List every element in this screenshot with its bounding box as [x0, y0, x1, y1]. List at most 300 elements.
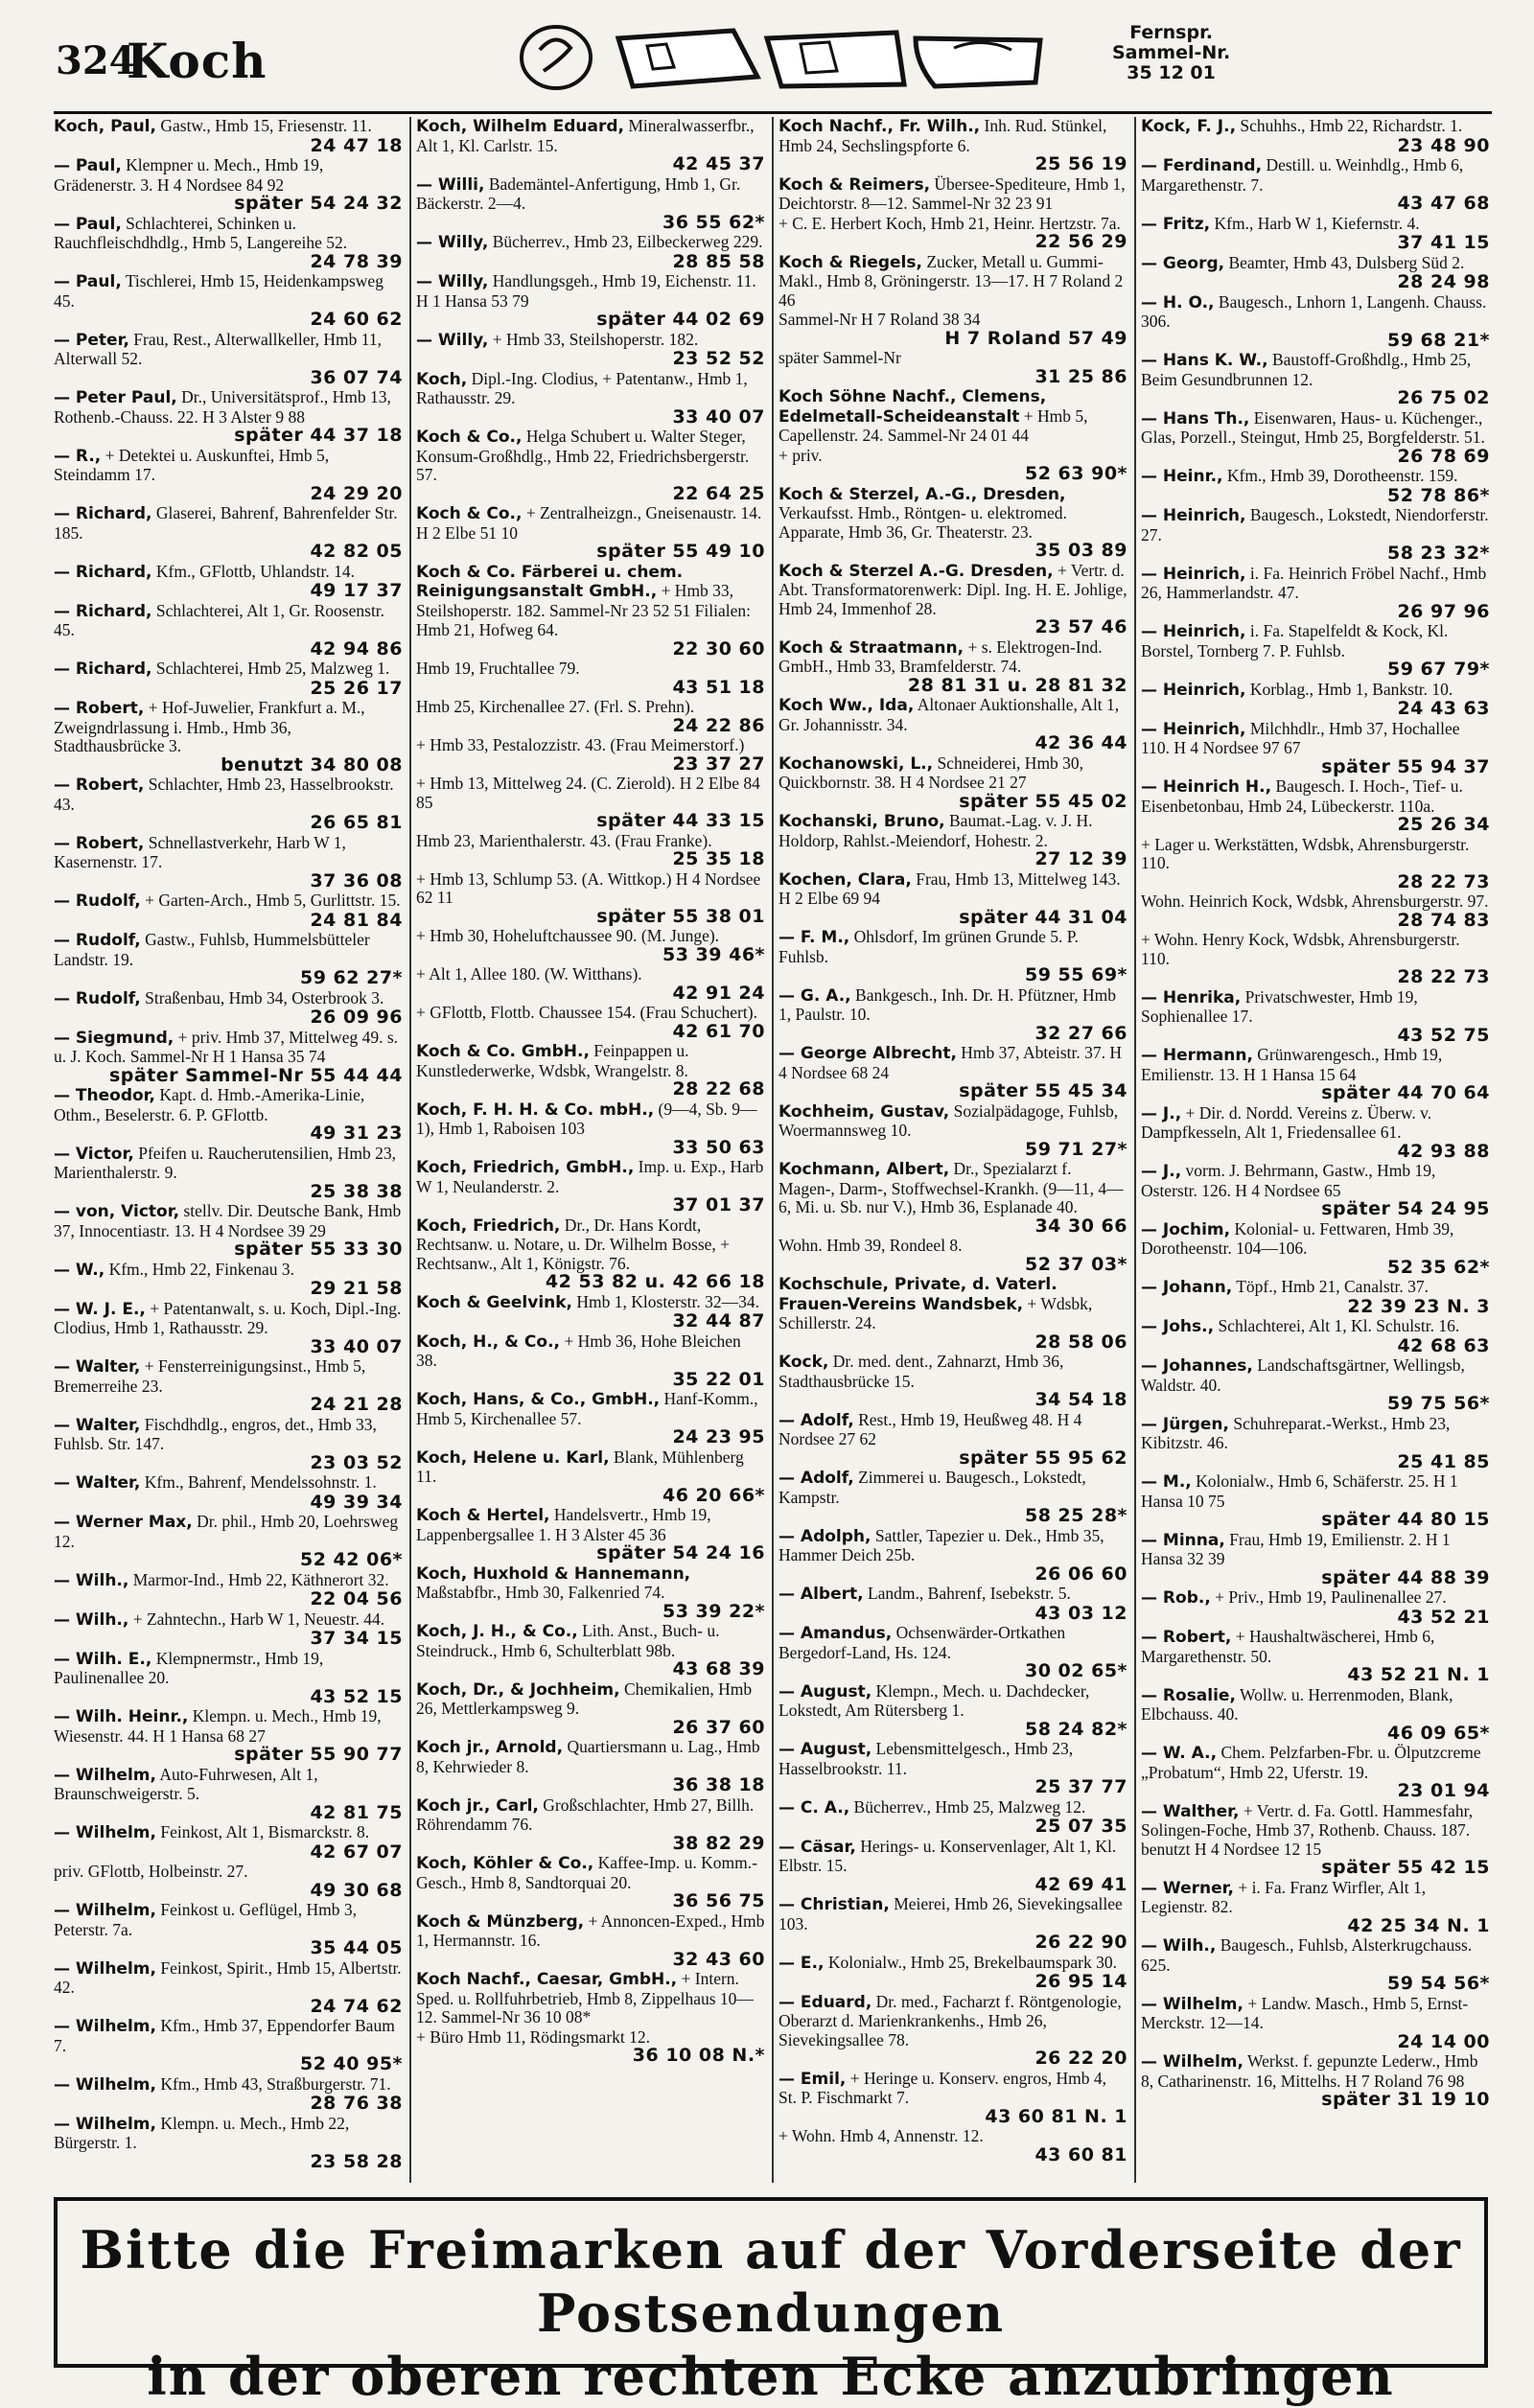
entry-line [1141, 988, 1490, 1027]
entry-line [1141, 409, 1490, 448]
entry-phone: 32 27 66 [1034, 1022, 1127, 1044]
directory-entry [54, 1650, 403, 1707]
entry-name: — Wilhelm, [1141, 2052, 1243, 2072]
entry-details: Sattler, Tapezier u. Dek., Hmb 35, Hammer Deich 25b. [779, 1525, 1104, 1564]
entry-phone: 36 10 08 N.* [632, 2045, 765, 2066]
entry-details: Auto-Fuhrwesen, Alt 1, Braunschweigerstr. 5. [54, 1764, 318, 1803]
entry-details: Helga Schubert u. Walter Steger, Konsum-Großhdlg., Hmb 22, Friedrichsbergerstr. 57. [416, 427, 750, 484]
entry-line [1141, 1628, 1490, 1666]
entry-name: Koch & Straatmann, [779, 637, 965, 658]
entry-name: — E., [779, 1953, 825, 1973]
entry-line [779, 117, 1127, 155]
directory-entry [1141, 1531, 1490, 1588]
entry-line [416, 331, 765, 351]
entry-details: Herings- u. Konservenlager, Alt 1, Kl. Elbstr. 15. [779, 1836, 1117, 1875]
entry-name: Koch & Co. Färberei u. chem. Reinigungsanstalt GmbH., [416, 562, 684, 601]
entry-phone: 37 01 37 [672, 1194, 765, 1216]
entry-line [54, 1029, 403, 1067]
entry-details: Dr. phil., Hmb 20, Loehrsweg 12. [54, 1512, 399, 1551]
entry-phone: später 55 45 02 [959, 790, 1127, 812]
directory-entry [416, 1004, 765, 1041]
entry-phone: 24 78 39 [310, 250, 403, 272]
entry-name: — Johann, [1141, 1278, 1233, 1297]
entry-name: Koch, Helene u. Karl, [416, 1447, 610, 1468]
directory-entry [779, 349, 1127, 386]
entry-details: + Hmb 33, Pestalozzistr. 43. (Frau Meimerstorf.) [416, 735, 745, 754]
entry-line [779, 2127, 1127, 2146]
entry-line [416, 1506, 765, 1544]
entry-name: — August, [779, 1740, 872, 1759]
entry-details: Hmb 1, Klosterstr. 32—34. [576, 1291, 759, 1311]
entry-line [1141, 1936, 1490, 1975]
directory-entry [416, 1042, 765, 1100]
entry-details: Hmb 23, Marienthalerstr. 43. (Frau Franke). [416, 830, 712, 850]
entry-name: — Richard, [54, 660, 152, 679]
entry-line [54, 1086, 403, 1124]
entry-name: Koch & Sterzel A.-G. Dresden, [779, 561, 1054, 581]
directory-entry [1141, 1104, 1490, 1162]
entry-name: — W., [54, 1260, 105, 1280]
entry-name: — Heinrich, [1141, 680, 1246, 700]
directory-entry [779, 1527, 1127, 1585]
directory-column-3 [779, 117, 1127, 2183]
entry-details: Wollw. u. Herrenmoden, Blank, Elbchauss. 40. [1141, 1684, 1453, 1724]
directory-entry [54, 989, 403, 1028]
entry-name: — Ferdinand, [1141, 156, 1263, 175]
entry-line [416, 1912, 765, 1951]
directory-entry [54, 660, 403, 698]
entry-name: — Victor, [54, 1144, 134, 1164]
entry-details: + Hof-Juwelier, Frankfurt a. M., Zweigndrlassung i. Hmb., Hmb 36, Stadthausbrücke 3. [54, 698, 365, 755]
directory-entry [1141, 1472, 1490, 1530]
entry-details: + Hmb 13, Mittelweg 24. (C. Zierold). H 2 Elbe 84 85 [416, 774, 760, 812]
entry-line [416, 1738, 765, 1776]
entry-name: — Peter, [54, 330, 129, 350]
entry-name: — Werner Max, [54, 1513, 193, 1532]
entry-name: Koch & Hertel, [416, 1506, 550, 1525]
entry-phone: 32 44 87 [672, 1310, 765, 1331]
entry-details: + Hmb 13, Schlump 53. (A. Wittkop.) H 4 Nordsee 62 11 [416, 868, 761, 907]
directory-entry [54, 331, 403, 388]
exchange-phone-number: 35 12 01 [1127, 62, 1216, 83]
entry-details: + Haushaltwäscherei, Hmb 6, Margarethenstr. 50. [1141, 1627, 1435, 1666]
entry-line [54, 1823, 403, 1843]
entry-line [54, 1145, 403, 1183]
entry-details: Pfeifen u. Raucherutensilien, Hmb 23, Marienthalerstr. 9. [54, 1143, 396, 1182]
entry-name: — J., [1141, 1162, 1182, 1181]
entry-details: + Intern. Sped. u. Rollfuhrbetrieb, Hmb 8, Zippelhaus 10—12. Sammel-Nr 36 10 08* [416, 1969, 754, 2026]
entry-line [779, 812, 1127, 850]
entry-line [1141, 1802, 1490, 1860]
entry-line [54, 989, 403, 1009]
entry-details: + Landw. Masch., Hmb 5, Ernst-Merckstr. 12—14. [1141, 1993, 1469, 2032]
entry-phone: 24 29 20 [310, 482, 403, 504]
entry-name: — Rudolf, [54, 931, 141, 950]
directory-entry [416, 370, 765, 428]
entry-name: Kock, [779, 1353, 829, 1372]
entry-name: — Wilhelm, [54, 2074, 156, 2095]
entry-details: Chemikalien, Hmb 26, Mettlerkampsweg 9. [416, 1679, 753, 1718]
directory-entry [779, 754, 1127, 812]
directory-entry [1141, 506, 1490, 564]
entry-line [54, 447, 403, 485]
entry-name: Koch & Münzberg, [416, 1911, 585, 1932]
directory-entry [54, 891, 403, 930]
entry-phone: später 55 90 77 [234, 1744, 403, 1765]
entry-line [1141, 156, 1490, 195]
directory-entry [779, 986, 1127, 1044]
directory-entry [54, 602, 403, 660]
entry-line [779, 1102, 1127, 1141]
entry-phone: 43 52 75 [1397, 1024, 1490, 1046]
entry-name: — Rob., [1141, 1588, 1211, 1608]
entry-name: — Richard, [54, 601, 152, 621]
entry-details: + Hmb 33, Steilshoperstr. 182. Sammel-Nr 23 52 51 Filialen: [416, 581, 752, 620]
directory-entry [1141, 117, 1490, 155]
entry-details: + Garten-Arch., Hmb 5, Gurlittstr. 15. [145, 891, 401, 910]
entry-line [416, 1216, 765, 1274]
entry-details: Kfm., Hmb 39, Dorotheenstr. 159. [1226, 466, 1458, 485]
entry-line [779, 2070, 1127, 2108]
directory-entry [416, 698, 765, 735]
entry-details: Tischlerei, Hmb 15, Heidenkampsweg 45. [54, 271, 384, 311]
directory-entry [54, 2075, 403, 2114]
entry-details: Hanf-Komm., Hmb 5, Kirchenallee 57. [416, 1389, 758, 1428]
directory-entry [779, 1585, 1127, 1623]
entry-line [779, 1411, 1127, 1449]
entry-line [779, 1585, 1127, 1605]
entry-details: Feinkost u. Geflügel, Hmb 3, Peterstr. 7a. [54, 1900, 357, 1939]
entry-line [54, 891, 403, 912]
entry-details: Kfm., Bahrenf, Mendelssohnstr. 1. [144, 1472, 377, 1492]
entry-phone: 36 38 18 [672, 1774, 765, 1795]
entry-name: — J., [1141, 1103, 1182, 1123]
entry-details: Schlachterei, Hmb 25, Malzweg 1. [155, 659, 390, 678]
entry-name: — Heinrich, [1141, 506, 1246, 525]
entry-line [1141, 681, 1490, 701]
entry-details: + Vertr. d. Fa. Gottl. Hammesfahr, Solingen-Foche, Hmb 37, Rothenb. Chauss. 187. benutzt H 4 Nordsee 12 15 [1141, 1800, 1474, 1859]
directory-entry [1141, 1802, 1490, 1878]
entry-phone: 26 22 20 [1034, 2048, 1127, 2069]
entry-name: — Robert, [54, 699, 145, 718]
directory-entry [1141, 1220, 1490, 1278]
entry-details: + Lager u. Werkstätten, Wdsbk, Ahrensburgerstr. 110. [1141, 834, 1470, 872]
entry-phone: 32 43 60 [672, 1948, 765, 1970]
directory-entry [54, 931, 403, 988]
entry-phone: 23 58 28 [310, 2150, 403, 2172]
entry-phone: 59 71 27* [1025, 1138, 1127, 1160]
directory-entry [54, 1610, 403, 1649]
entry-line [1141, 351, 1490, 389]
entry-name: — Heinrich, [1141, 622, 1246, 641]
directory-entry [416, 1506, 765, 1563]
entry-phone: später 44 80 15 [1321, 1509, 1490, 1530]
entry-name: Kochen, Clara, [779, 869, 912, 890]
directory-entry [54, 1901, 403, 1958]
entry-name: — C. A., [779, 1797, 850, 1818]
entry-line [54, 1571, 403, 1591]
directory-entry [1141, 836, 1490, 892]
entry-details: i. Fa. Stapelfeldt & Kock, Kl. Borstel, Tornberg 7. P. Fuhlsb. [1141, 621, 1449, 660]
entry-details: + Wdsbk, Schillerstr. 24. [779, 1293, 1093, 1332]
directory-entry [779, 1044, 1127, 1101]
entry-details: Inh. Rud. Stünkel, Hmb 24, Sechslingspforte 6. [779, 117, 1107, 155]
entry-line [779, 1838, 1127, 1876]
entry-details: Schnellastverkehr, Harb W 1, Kasernenstr. 17. [54, 832, 346, 871]
entry-line [54, 1357, 403, 1396]
entry-phone: 23 48 90 [1397, 134, 1490, 156]
directory-entry [54, 1029, 403, 1086]
entry-name: Koch, Wilhelm Eduard, [416, 117, 624, 136]
entry-line [54, 1300, 403, 1338]
column-divider [772, 117, 774, 2183]
entry-line [1141, 1744, 1490, 1782]
directory-entry [416, 272, 765, 330]
entry-name: Koch & Geelvink, [416, 1292, 573, 1312]
entry-phone: 52 40 95* [300, 2053, 403, 2074]
entry-name: — Wilhelm, [54, 2114, 156, 2134]
entry-details: + Fensterreinigungsinst., Hmb 5, Bremerreihe 23. [54, 1356, 366, 1396]
entry-name: Kochmann, Albert, [779, 1160, 950, 1179]
entry-name: Koch, Köhler & Co., [416, 1854, 594, 1873]
entry-details: Klempn. u. Mech., Hmb 22, Bürgerstr. 1. [54, 2113, 350, 2152]
entry-line [1141, 565, 1490, 603]
entry-details: Töpf., Hmb 21, Canalstr. 37. [1236, 1277, 1429, 1296]
entry-details: Handlungsgeh., Hmb 19, Eichenstr. 11. H 1 Hansa 53 79 [416, 271, 756, 311]
entry-phone: später 55 95 62 [959, 1447, 1127, 1469]
entry-details: Blank, Mühlenberg 11. [416, 1447, 744, 1486]
entry-name: — Theodor, [54, 1086, 156, 1105]
entry-line [416, 1854, 765, 1892]
entry-line [54, 1416, 403, 1454]
entry-details: Ohlsdorf, Im grünen Grunde 5. P. Fuhlsb. [779, 927, 1079, 966]
directory-entry [1141, 1686, 1490, 1744]
directory-entry [416, 1332, 765, 1390]
entry-line [54, 602, 403, 640]
entry-name: Koch, Dr., & Jochheim, [416, 1679, 620, 1700]
entry-line [54, 388, 403, 427]
entry-details: Baumat.-Lag. v. J. H. Holdorp, Rahlst.-Meiendorf, Hohestr. 2. [779, 811, 1093, 850]
directory-entry [416, 1970, 765, 2027]
entry-phone: 22 64 25 [672, 482, 765, 504]
entry-phone: 27 12 39 [1034, 848, 1127, 869]
entry-details: Eisenwaren, Haus- u. Küchenger., Glas, Porzell., Steingut, Hmb 25, Borgfelderstr. 51. [1141, 407, 1485, 447]
directory-entry [54, 1571, 403, 1609]
entry-name: — Hans K. W., [1141, 351, 1268, 370]
entry-details: Bankgesch., Inh. Dr. H. Pfützner, Hmb 1, Paulstr. 10. [779, 984, 1116, 1024]
entry-details: Korblag., Hmb 1, Bankstr. 10. [1249, 679, 1453, 699]
entry-details: Landschaftsgärtner, Wellingsb, Waldstr. 40. [1141, 1355, 1465, 1395]
directory-entry [1141, 1744, 1490, 1801]
directory-entry [416, 832, 765, 869]
entry-details: Kaffee-Imp. u. Komm.-Gesch., Hmb 8, Sandtorquai 20. [416, 1853, 757, 1892]
entry-phone: 42 94 86 [310, 637, 403, 660]
entry-phone: später 54 24 32 [234, 193, 403, 214]
entry-phone: 26 95 14 [1034, 1971, 1127, 1992]
entry-line [1141, 1879, 1490, 1917]
directory-entry [416, 660, 765, 697]
entry-line [779, 175, 1127, 214]
entry-line [416, 1448, 765, 1487]
entry-line [1141, 506, 1490, 544]
directory-entry [54, 504, 403, 562]
phone-label-1: Fernspr. [1129, 22, 1213, 43]
entry-phone: 34 30 66 [1034, 1215, 1127, 1237]
entry-name: Koch & Reimers, [779, 174, 931, 195]
entry-line [416, 1796, 765, 1835]
entry-line [54, 156, 403, 195]
entry-details: Dr. med. dent., Zahnarzt, Hmb 36, Stadthausbrücke 15. [779, 1352, 1064, 1391]
entry-details: Klempnermstr., Hmb 19, Paulinenallee 20. [54, 1648, 324, 1687]
entry-name: Koch jr., Carl, [416, 1795, 539, 1816]
directory-entry [54, 1416, 403, 1473]
directory-entry [779, 1102, 1127, 1160]
entry-details: Maßstabfbr., Hmb 30, Falkenried 74. [416, 1583, 665, 1602]
entry-phone: 33 40 07 [672, 405, 765, 428]
directory-entry [416, 927, 765, 964]
entry-name: Kochanski, Bruno, [779, 812, 945, 831]
entry-details: Baugesch., Lnhorn 1, Langenh. Chauss. 306. [1141, 291, 1487, 331]
directory-entry [54, 1513, 403, 1570]
entry-line [779, 1353, 1127, 1391]
entry-details: Quartiersmann u. Lag., Hmb 8, Kehrwieder 8. [416, 1737, 760, 1776]
column-divider [1134, 117, 1136, 2183]
directory-entry [1141, 215, 1490, 253]
directory-column-4 [1141, 117, 1490, 2183]
entry-details: Privatschwester, Hmb 19, Sophienallee 17. [1141, 986, 1418, 1026]
advertisement-logos [513, 21, 1050, 103]
entry-phone: 42 67 07 [310, 1841, 403, 1863]
directory-entry [779, 215, 1127, 252]
entry-details: Gastw., Fuhlsb, Hummelsbütteler Landstr. 19. [54, 930, 370, 969]
entry-details: + Detektei u. Auskunftei, Hmb 5, Steindamm 17. [54, 445, 330, 484]
entry-details: Klempn., Mech. u. Dachdecker, Lokstedt, Am Rütersberg 1. [779, 1680, 1090, 1720]
entry-name: — Siegmund, [54, 1028, 174, 1048]
directory-entry [779, 638, 1127, 696]
entry-phone: 28 22 73 [1397, 870, 1490, 892]
header-rule [54, 111, 1492, 114]
entry-phone: 30 02 65* [1025, 1660, 1127, 1681]
entry-details: + Priv., Hmb 19, Paulinenallee 27. [1215, 1587, 1447, 1607]
entry-phone: 53 39 46* [662, 943, 765, 965]
entry-name: — Heinr., [1141, 467, 1223, 486]
entry-phone: 26 37 60 [672, 1716, 765, 1738]
entry-name: — Emil, [779, 2069, 847, 2089]
entry-line [416, 272, 765, 311]
entry-name: Koch, Hans, & Co., GmbH., [416, 1390, 661, 1409]
entry-name: — Heinrich, [1141, 564, 1246, 584]
entry-details: Dipl.-Ing. Clodius, + Patentanw., Hmb 1, Rathausstr. 29. [416, 368, 748, 407]
entry-phone: 37 34 15 [310, 1628, 403, 1649]
entry-details: Marmor-Ind., Hmb 22, Käthnerort 32. [132, 1569, 389, 1589]
entry-line [779, 1798, 1127, 1818]
directory-entry [779, 2127, 1127, 2165]
entry-phone: 23 37 27 [672, 752, 765, 775]
entry-phone: 26 06 60 [1034, 1563, 1127, 1585]
directory-entry [54, 1823, 403, 1862]
entry-line [1141, 1995, 1490, 2033]
directory-entry [416, 1854, 765, 1911]
directory-entry [416, 1912, 765, 1970]
directory-entry [779, 253, 1127, 311]
entry-name: — Rudolf, [54, 988, 141, 1008]
entry-phone: 28 22 68 [672, 1078, 765, 1100]
directory-entry [416, 965, 765, 1003]
directory-entry [416, 1564, 765, 1622]
entry-phone: 26 65 81 [310, 812, 403, 833]
entry-phone: benutzt 34 80 08 [221, 753, 403, 776]
directory-entry [416, 1680, 765, 1738]
entry-details: Altonaer Auktionshalle, Alt 1, Gr. Johannisstr. 34. [779, 695, 1120, 734]
directory-entry [416, 1216, 765, 1292]
entry-details: + Hmb 33, Steilshoperstr. 182. [492, 329, 699, 349]
entry-phone: 36 56 75 [672, 1890, 765, 1911]
directory-entry [779, 1624, 1127, 1681]
entry-phone: 33 50 63 [672, 1136, 765, 1158]
directory-entry [1141, 1628, 1490, 1685]
directory-entry [779, 1275, 1127, 1352]
entry-line [416, 1158, 765, 1196]
entry-phone: 42 53 82 u. 42 66 18 [545, 1271, 765, 1292]
entry-phone: 43 03 12 [1034, 1602, 1127, 1624]
entry-details: Dr., Universitätsprof., Hmb 13, Rothenb.-Chauss. 22. H 3 Alster 9 88 [54, 387, 391, 427]
entry-line [779, 387, 1127, 446]
entry-phone: 24 43 63 [1397, 698, 1490, 719]
page-header [0, 0, 1534, 113]
entry-line [54, 2115, 403, 2153]
entry-line [416, 698, 765, 717]
entry-details: Bademäntel-Anfertigung, Hmb 1, Gr. Bäckerstr. 2—4. [416, 174, 741, 213]
entry-phone: 22 39 23 N. 3 [1347, 1295, 1490, 1317]
entry-details: Handelsvertr., Hmb 19, Lappenbergsallee 1. H 3 Alster 45 36 [416, 1505, 711, 1544]
entry-name: Kochheim, Gustav, [779, 1101, 950, 1122]
directory-entry [1141, 1046, 1490, 1103]
directory-entry [416, 870, 765, 927]
entry-phone: 36 55 62* [662, 211, 765, 233]
entry-details: Feinpappen u. Kunstlederwerke, Wdsbk, Wrangelstr. 8. [416, 1041, 689, 1080]
directory-entry [1141, 409, 1490, 467]
entry-details: + Hmb 36, Hohe Bleichen 38. [416, 1331, 741, 1370]
entry-name: — Wilhelm, [54, 1958, 156, 1979]
entry-name: — Wilhelm, [54, 1823, 156, 1842]
directory-entry [1141, 1278, 1490, 1316]
entry-phone: 49 30 68 [310, 1879, 403, 1901]
entry-phone: 43 47 68 [1397, 193, 1490, 214]
entry-name: — Richard, [54, 504, 152, 523]
entry-details: + Patentanwalt, s. u. Koch, Dipl.-Ing. Clodius, Hmb 1, Rathausstr. 29. [54, 1298, 402, 1337]
entry-name: — Jochim, [1141, 1219, 1231, 1239]
entry-line [1141, 777, 1490, 816]
entry-details: + priv. Hmb 37, Mittelweg 49. s. u. J. Koch. Sammel-Nr H 1 Hansa 35 74 [54, 1027, 399, 1066]
directory-entry [1141, 254, 1490, 292]
entry-details: Landm., Bahrenf, Isebekstr. 5. [867, 1584, 1071, 1603]
entry-line [779, 986, 1127, 1025]
entry-line [1141, 467, 1490, 487]
entry-phone: 59 67 79* [1387, 659, 1490, 680]
directory-column-1 [54, 117, 403, 2183]
entry-line [416, 870, 765, 908]
directory-entry [54, 1202, 403, 1260]
entry-phone: 28 74 83 [1397, 909, 1490, 931]
directory-entry [779, 1237, 1127, 1274]
entry-phone: 24 74 62 [310, 1995, 403, 2017]
entry-phone: 24 47 18 [310, 134, 403, 156]
entry-name: — Adolf, [779, 1469, 854, 1488]
entry-line [54, 563, 403, 583]
directory-entry [1141, 720, 1490, 777]
entry-phone: 28 58 06 [1034, 1331, 1127, 1353]
entry-details: vorm. J. Behrmann, Gastw., Hmb 19, Osterstr. 126. H 4 Nordsee 65 [1141, 1161, 1436, 1200]
